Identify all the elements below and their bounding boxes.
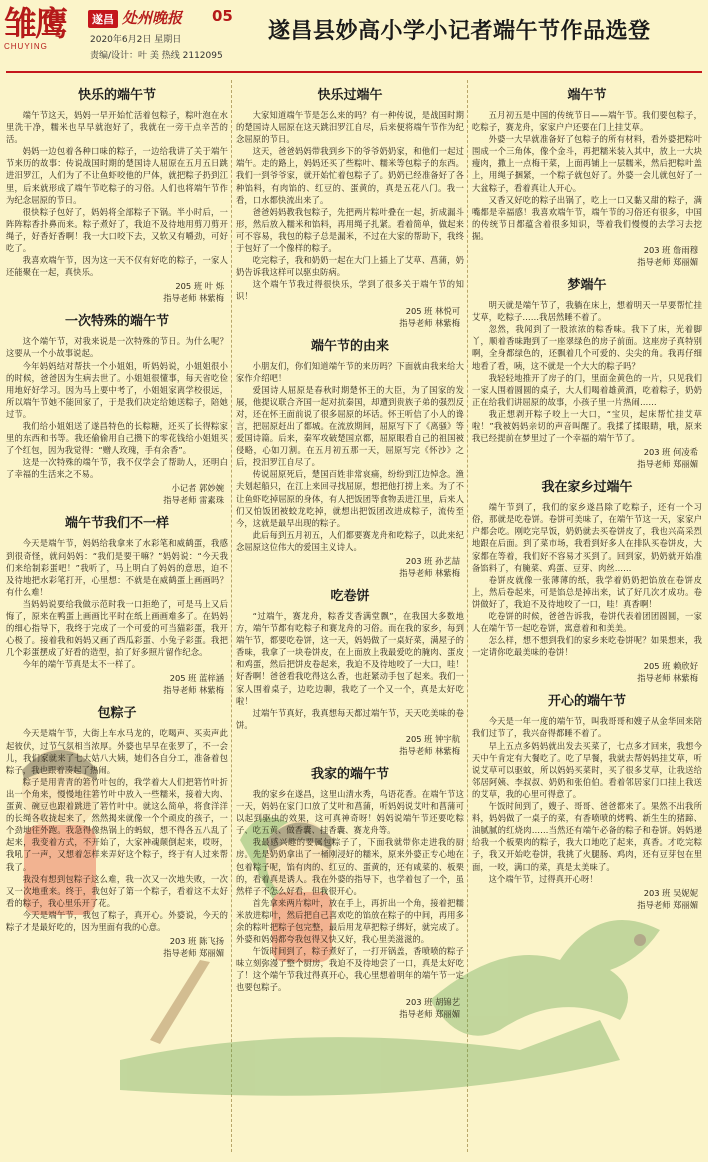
article-paragraph: 此后每到五月初五，人们都要赛龙舟和吃粽子，以此来纪念屈原这位伟大的爱国主义诗人。 <box>236 529 464 552</box>
article-paragraph: 爱国诗人屈原是春秋时期楚怀王的大臣，为了国家的发展，他提议联合齐国一起对抗秦国，却遭到贵族子弟的强烈反对，还在怀王面前说了很多屈原的坏话。怀王听信了小人的谗言，把屈原赶出了都城。在流放期间，屈原写下了《离骚》等爱国诗篇。后来，秦军攻破楚国京都，屈原眼看自己的祖国被侵略，心如刀割。在五月初五那一天，屈原写完《怀沙》之后，投汨罗江自尽了。 <box>236 384 464 468</box>
article-paragraph: 今天是端午节，妈妈给我拿来了水彩笔和威鹤蛋，我感到很奇怪，就问妈妈：“我们是要干嘛？”妈妈说：“今天我们来给制彩蛋吧！”我听了，马上明白了妈妈的意思，迫不及待地把水彩笔打开，心里想：不就是在威鹤蛋上画画吗？有什么难！ <box>6 538 228 597</box>
article-paragraph: 今年妈妈结对帮扶一个小姐姐，听妈妈说，小姐姐很小的时候，爸爸因为生病去世了。小姐姐很懂事，每天省吃俭用地好好学习。因为马上要中考了，小姐姐家离学校很远，所以端午节她不能回家了，于是我们决定给她送粽子，陪她过节。 <box>6 360 228 419</box>
article-paragraph: 当妈妈说要给我做示范时我一口拒绝了，可是马上又后悔了，原来在鸭蛋上画画比平时在纸上画画难多了。在妈妈的细心指导下，我终于完成了一个可爱的可当猫彩蛋，我开心极了。接着我和妈妈又画了西瓜彩蛋、小兔子彩蛋。我把几个彩蛋摆成了好看的造型，拍了好多照片留作纪念。 <box>6 598 228 658</box>
article <box>236 84 464 329</box>
article-paragraph: 怎么样，想不想到我们的家乡来吃卷饼呢？如果想来，我一定请你吃最美味的卷饼！ <box>472 635 702 658</box>
teacher-credit: 指导老师 郑丽媚 <box>637 899 698 910</box>
author-byline: 203 班 吴妮妮 <box>643 887 698 898</box>
logo-text: 雏鹰 <box>4 4 66 43</box>
author-byline: 205 班 钟宇航 <box>405 733 460 744</box>
page-number: 05 <box>212 7 233 25</box>
article-paragraph: 今天是一年一度的端午节，叫我哥哥和嫂子从金华回来陪我们过节了，我兴奋得都睡不着了。 <box>472 716 702 739</box>
article-title: 一次特殊的端午节 <box>64 314 169 330</box>
article-paragraph: 外婆一大早就准备好了包粽子的所有材料，看外婆把粽叶围成一个三角体，像个金斗，再把糯米装入其中，放上一大块瘦肉，撒上一点梅干菜，上面再铺上一层糯米，然后把粽叶盖上，用绳子捆紧，一个粽子就包好了。外婆一会儿就包好了一大盆粽子，看着真让人开心。 <box>472 134 702 193</box>
author-byline: 205 班 叶 烁 <box>175 281 224 292</box>
article <box>472 690 702 910</box>
article-paragraph: 我没有想到包粽子这么难，我一次又一次地失败，一次又一次地重来。终于，我包好了第一个粽子，看着这不太好看的粽子，我心里乐开了花。 <box>6 873 228 908</box>
column-divider <box>467 80 468 1152</box>
teacher-credit: 指导老师 郑丽媚 <box>637 257 698 268</box>
teacher-credit: 指导老师 林紫梅 <box>163 293 224 304</box>
edition-badge: 遂昌 <box>88 10 118 28</box>
article-paragraph: 午饭时间到了，粽子煮好了，一打开锅盖，香喷喷的粽子味立刻弥漫了整个厨房，我迫不及待地尝了一口，真是太好吃了！这个端午节我过得真开心，我心里想着明年的端午节一定也要包粽子。 <box>236 946 464 993</box>
article-paragraph: 这天，爸爸妈妈带我到乡下的爷爷奶奶家，和他们一起过端午。走的路上，妈妈还买了些粽叶、糯米等包粽子的东西。我们一到爷爷家，就开始忙着包粽子了。奶奶已经准备好了各种馅料，有肉馅的、红豆的、蛋黄的，真是五花八门。我一看，口水都快流出来了。 <box>236 146 464 205</box>
teacher-credit: 指导老师 林紫梅 <box>399 745 460 756</box>
article-title: 包粽子 <box>97 706 137 722</box>
article-paragraph: 小朋友们，你们知道端午节的来历吗？下面就由我来给大家作介绍吧！ <box>236 360 464 383</box>
article-paragraph: 今天是端午节，大街上车水马龙的，吃喝声、买卖声此起彼伏，过节气氛相当浓厚。外婆也早早在张罗了，不一会儿，我们家就来了七大姑八大姨，她们各自分工，准备着包粽子，我也跟着凑起了热闹。 <box>6 728 228 775</box>
column-right <box>472 78 702 1156</box>
teacher-credit: 指导老师 郑丽媚 <box>163 948 224 959</box>
article-paragraph: 我最感兴趣的要属包粽子了，下面我就带你走进我的厨房。先是奶奶拿出了一桶刚浸好的糯米，原来外婆正专心地在包着粽子呢，馅有肉的、红豆的、蛋黄的，还有咸菜的、板栗的，看着真是诱人。我在外婆的指导下，也学着包了一个，虽然样子不怎么好看，但我很开心。 <box>236 837 464 896</box>
article-paragraph: 又香又好吃的粽子出锅了，吃上一口又黏又甜的粽子，满嘴都是幸福感！我喜欢端午节，端午节的习俗还有很多，中国的传统节日都蕴含着很多知识，等着我们慢慢的去学习去挖掘。 <box>472 194 702 241</box>
editor-credit: 责编/设计：叶 美 热线 2112095 <box>90 51 223 61</box>
teacher-credit: 指导老师 林紫梅 <box>163 685 224 696</box>
article <box>236 763 464 1020</box>
article <box>472 476 702 684</box>
author-byline: 203 班 陈飞扬 <box>169 936 224 947</box>
article-title: 吃卷饼 <box>330 589 370 604</box>
article <box>472 274 702 470</box>
paper-name: 处州晚报 <box>122 9 183 27</box>
article-paragraph: 五月初五是中国的传统节日——端午节。我们要包粽子，吃粽子，赛龙舟，家家户户还要在门上挂艾草。 <box>472 110 702 133</box>
column-middle <box>236 78 464 1156</box>
author-byline: 小记者 郭妙婉 <box>171 483 224 494</box>
article <box>472 84 702 268</box>
author-byline: 203 班 何凌希 <box>643 447 698 458</box>
teacher-credit: 指导老师 雷素珠 <box>163 495 224 506</box>
article-paragraph: 明天就是端午节了，我躺在床上，想着明天一早要帮忙挂艾草，吃粽子……我居然睡不着了。 <box>472 300 702 323</box>
issue-date: 2020年6月2日 星期日 <box>90 35 182 45</box>
article-paragraph: 我喜欢端午节，因为这一天不仅有好吃的粽子，一家人还能聚在一起，真快乐。 <box>6 255 228 278</box>
teacher-credit: 指导老师 林紫梅 <box>399 568 460 578</box>
article-paragraph: 端午节这天，妈妈一早开始忙活着包粽子，粽叶泡在水里洗干净，糯米也早早就泡好了，我就在一旁干点辛苦的活。 <box>6 110 228 145</box>
article-paragraph: 首先拿来两片粽叶，放在手上，再折出一个角，接着把糯米放进粽叶，然后把自己喜欢吃的馅放在粽子的中间，再用多余的粽叶把粽子包完整，最后用龙草把粽子绑好，就完成了。外婆和妈妈都夸我包得又快又好，我心里美滋滋的。 <box>236 897 464 945</box>
article-paragraph: 吃完粽子，我和奶奶一起在大门上插上了艾草、菖蒲，奶奶告诉我这样可以驱虫防病。 <box>236 255 464 278</box>
article-paragraph: 我们给小姐姐送了遂昌特色的长粽糖，还买了长得粽家里的东西和书等。我还偷偷用自己攒下的零花钱给小姐姐买了个红包，因为我觉得：“赠人玫瑰，手有余香”。 <box>6 420 228 456</box>
article-paragraph: 这个端午节，过得真开心呀！ <box>488 873 598 884</box>
column-left <box>6 78 228 1156</box>
article <box>236 335 464 580</box>
author-byline: 203 班 詹雨穆 <box>643 245 698 256</box>
column-divider <box>231 80 232 1152</box>
page-headline: 遂昌县妙高小学小记者端午节作品选登 <box>268 19 651 44</box>
article-paragraph: 很快粽子包好了，妈妈将全部粽子下锅。半小时后，一阵阵粽香扑鼻而来。粽子煮好了，我迫不及待地用剪刀剪开绳子，好香好香啊！我一大口咬下去，又软又有嚼劲，可好吃了。 <box>6 206 228 254</box>
article-paragraph: 今天是端午节，我包了粽子，真开心。外婆说，今天的粽子才是最好吃的，因为里面有我的心意。 <box>6 909 228 932</box>
teacher-credit: 指导老师 林紫梅 <box>399 317 460 328</box>
teacher-credit: 指导老师 郑丽媚 <box>399 1008 460 1019</box>
article-paragraph: 端午节到了，我们的家乡遂昌除了吃粽子，还有一个习俗，那就是吃卷饼。卷饼可美味了，在端午节这一天，家家户户都会吃。刚吃完早饭，奶奶就去买卷饼皮了，我也兴高采烈地跟在后面。到了菜市场，我看到好多人在排队买卷饼皮，大家都在等着，我们好不容易才买到了。回到家，奶奶就开始准备馅料了，有腌菜、鸡蛋、豆芽、肉丝…… <box>472 502 702 573</box>
article-title: 快乐的端午节 <box>77 88 156 103</box>
article-paragraph: 过端午节真好，我真想每天都过端午节，天天吃美味的卷饼。 <box>236 707 464 730</box>
teacher-credit: 指导老师 郑丽媚 <box>637 459 698 470</box>
author-byline: 205 班 赖欣好 <box>643 661 698 672</box>
masthead <box>0 0 708 72</box>
article-paragraph: 我的家乡在遂昌，这里山清水秀，鸟语花香。在端午节这一天，妈妈在家门口放了艾叶和菖蒲，听妈妈说艾叶和菖蒲可以起到驱虫的效果，这可真神奇呀！妈妈说端午节还要吃粽子、吃五黄、做香囊、挂香囊、赛龙舟等。 <box>236 788 464 836</box>
article <box>6 310 228 506</box>
newspaper-logo <box>4 4 82 68</box>
article-paragraph: 午饭时间到了，嫂子、哥哥、爸爸都来了。果然不出我所料，妈妈做了一桌子的菜，有香喷喷的烤鸭、新生生的猪蹄、油腻腻的红烧肉……当然还有端午必备的粽子和卷饼。妈妈递给我一个板栗肉的粽子，我大口地吃了起来，真香。才吃完粽子，我又开始吃卷饼，我挑了火腿肠、鸡肉，还有豆芽包在里面，一咬，满口的菜，真是太美味了。 <box>472 801 702 872</box>
article-paragraph: 早上五点多妈妈就出发去买菜了，七点多才回来，我想今天中午肯定有大餐吃了。吃了早餐，我就去帮妈妈挂艾草，听说艾草可以驱蚊，所以妈妈买菜时，买了很多艾草，让我送给邻居阿姨、李叔叔、奶奶和张伯伯。看着邻居家门口挂上我送的艾草，我的心里可得意了。 <box>472 740 702 799</box>
article-title: 我在家乡过端午 <box>541 480 633 496</box>
article-paragraph: 妈妈一边包着各种口味的粽子，一边给我讲了关于端午节来历的故事：传说战国时期的楚国诗人屈原在五月五日跳进汨罗江，人们为了不让鱼虾咬他的尸体，就把粽子扔到江里，后来就形成了端午节吃粽子的习俗。人们也将端午节作为纪念屈原的节日。 <box>6 146 228 205</box>
article <box>6 84 228 304</box>
article-title: 快乐过端午 <box>317 88 383 103</box>
article-paragraph: 今年的端午节真是太不一样了。 <box>22 659 141 670</box>
article <box>236 585 464 757</box>
article-paragraph: 粽子是用青青的箬竹叶包的，我学着大人们把箬竹叶折出一个角来，慢慢地往箬竹叶中放入一些糯米，接着大肉、蛋黄、碗豆也跟着跳进了箬竹叶中。就这么简单，将食洋洋的长绳各收拢起来了，然然揭来就像一个个顽皮的孩子，一个劲地往外跑。我急得像热锅上的蚂蚁，想不得各五八乱了起来，我变着方式，不开始了，大家神魂颠倒起来，哎呀，我吼了一声，又想着怎样来弄好这个粽子，终于有人过来帮我了。 <box>6 776 228 872</box>
article-paragraph: 我轻轻地推开了房子的门，里面金黄色的一片，只见我们一家人围着圆圆的桌子，大人们喝着雄黄酒，吃着粽子，奶奶正在给我们讲屈原的故事，小孩子里一片热闹…… <box>472 372 702 407</box>
article-paragraph: 爸爸妈妈教我包粽子，先把两片粽叶叠在一起，折成漏斗形，然后放入糯米和馅料，再用绳子扎紧。看着简单，做起来可不容易，我包的粽子总是漏米，不过在大家的帮助下，我终于包好了一个像样的粽子。 <box>236 206 464 254</box>
article-title: 端午节 <box>567 88 607 103</box>
article-paragraph: 我正想剥开粽子咬上一大口，“宝贝，起床帮忙挂艾草啦！”我被妈妈亲切的声音叫醒了。我揉了揉眼睛，哦，原来我已经提前在梦里过了一个幸福的端午节了。 <box>472 408 702 444</box>
article-paragraph: 传说屈原死后，楚国百姓非常哀痛，纷纷到江边悼念。渔夫划起船只，在江上来回寻找屈原，想把他打捞上来。为了不让鱼虾吃掉屈原的身体，有人把饭团等食物丢进江里，后来人们又怕饭团被蛟龙吃掉，就想出把饭团改进成粽子，流传至今，这就是最早出现的粽子。 <box>236 469 464 528</box>
author-byline: 203 班 孙艺喆 <box>405 556 460 566</box>
author-byline: 203 班 胡锦艺 <box>405 996 460 1007</box>
logo-subtext: CHUYING <box>4 42 48 51</box>
article-paragraph: 这个端午节我过得很快乐，学到了很多关于端午节的知识！ <box>236 279 464 302</box>
article-title: 我家的端午节 <box>310 766 389 782</box>
article-paragraph: 大家知道端午节是怎么来的吗？有一种传说，是战国时期的楚国诗人屈原在这天跳汨罗江自尽，后来便将端午节作为纪念屈原的节日。 <box>236 110 464 145</box>
article-title: 梦端午 <box>567 278 607 294</box>
article-paragraph: “过端午，赛龙舟，粽香艾香满堂飘”，在我国大多数地方，端午节都有吃粽子和赛龙舟的习俗。而在我的家乡，每到端午节，都要吃卷饼，这一天，妈妈做了一桌好菜，满屋子的香味，我拿了一块卷饼皮，在上面放上我最爱吃的腌肉、蛋皮和鸡蛋，然后把饼皮卷起来，我迫不及待地咬了一大口，哇！好香啊！爸爸看我吃得这么香，也赶紧动手包了起来。我们一家人围着桌子，边吃边聊，我吃了一个又一个，真是太好吃啦！ <box>236 611 464 706</box>
article-title: 开心的端午节 <box>547 694 626 710</box>
article-title: 端午节的由来 <box>310 338 389 354</box>
article <box>6 702 228 959</box>
author-byline: 205 班 蓝梓涵 <box>169 673 224 684</box>
article-paragraph: 这是一次特殊的端午节，我不仅学会了帮助人，还明白了幸福的生活来之不易。 <box>6 457 228 480</box>
article-paragraph: 卷饼皮就像一张薄薄的纸，我学着奶奶把馅放在卷饼皮上，然后卷起来，可是馅总是掉出来，试了好几次才成功。卷饼做好了，我迫不及待地咬了一口，哇！真香啊！ <box>472 574 702 609</box>
teacher-credit: 指导老师 林紫梅 <box>637 673 698 684</box>
article-paragraph: 吃卷饼的时候，爸爸告诉我，卷饼代表着团团圆圆，一家人在端午节一起吃卷饼，寓意着和和美美。 <box>472 611 702 634</box>
author-byline: 205 班 林悦可 <box>405 305 460 316</box>
article-title: 端午节我们不一样 <box>64 516 169 532</box>
article-paragraph: 这个端午节，对我来说是一次特殊的节日。为什么呢？这要从一个小故事说起。 <box>6 336 228 359</box>
article <box>6 512 228 696</box>
article-paragraph: 忽然，我闻到了一股浓浓的粽香味。我下了床，光着脚丫，顺着香味跑到了一座翠绿色的房子前面。这座房子真特别啊，全身都绿色的，还飘着几个可爱的、尖尖的角。我再仔细地看了看，咦，这不就是一个大大的粽子吗？ <box>472 324 702 371</box>
header-divider <box>6 71 702 73</box>
